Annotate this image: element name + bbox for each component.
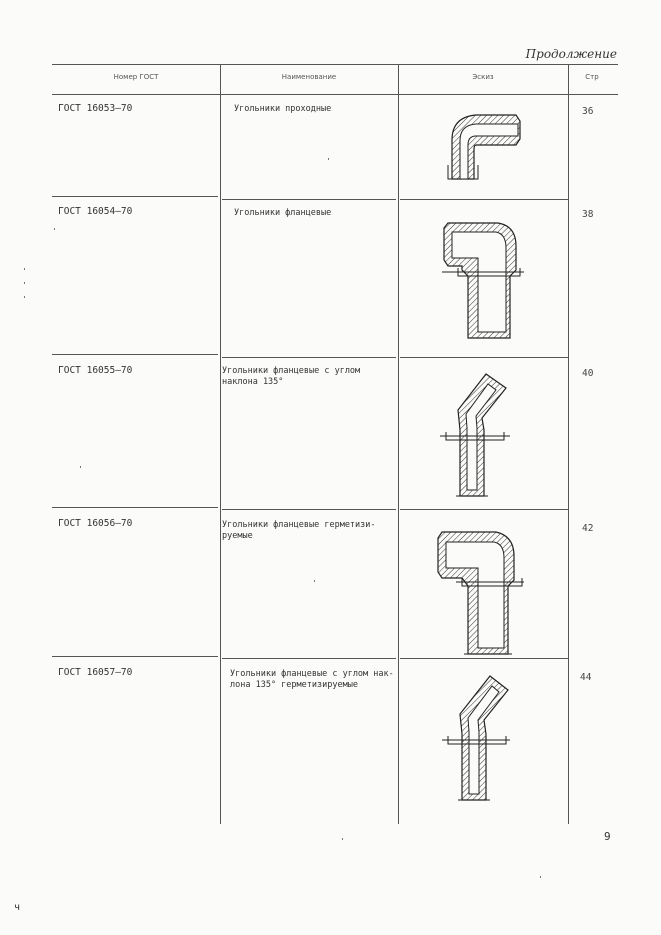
page-ref: 40	[582, 368, 594, 379]
straight-elbow-sketch	[440, 105, 530, 185]
item-name-line: Угольники фланцевые герметизи-	[222, 520, 376, 530]
flanged-elbow-sketch	[438, 218, 528, 346]
row-rule	[222, 357, 396, 358]
row-rule	[400, 658, 568, 659]
item-name-line: лона 135° герметизируемые	[230, 680, 358, 690]
item-name-line: Угольники фланцевые с углом нак-	[230, 669, 394, 679]
scan-speck	[342, 838, 343, 840]
item-name	[234, 104, 396, 115]
flanged-135-sealed-elbow-sketch	[436, 672, 526, 804]
page-ref: 36	[582, 106, 594, 117]
scan-speck	[24, 282, 25, 284]
row-rule	[52, 354, 218, 355]
col-divider-3	[568, 64, 569, 824]
scan-speck	[540, 876, 541, 878]
scan-speck	[314, 580, 315, 582]
row-rule	[222, 658, 396, 659]
page-ref: 44	[580, 672, 592, 683]
item-name-line: наклона 135°	[222, 377, 284, 387]
scan-speck	[328, 158, 329, 160]
page-number: 9	[604, 830, 611, 843]
item-name	[234, 208, 396, 219]
scan-speck	[80, 466, 81, 468]
row-rule	[400, 199, 568, 200]
row-rule	[400, 509, 568, 510]
flanged-sealed-elbow-sketch	[434, 526, 530, 658]
item-name	[222, 520, 398, 542]
row-rule	[52, 507, 218, 508]
item-name-line: Угольники проходные	[234, 104, 332, 114]
scan-speck	[24, 268, 25, 270]
row-rule	[52, 656, 218, 657]
gost-number: ГОСТ 16055—70	[58, 365, 133, 376]
corner-mark: ч	[14, 902, 21, 913]
col-divider-1	[220, 64, 221, 824]
row-rule	[400, 357, 568, 358]
item-name-line: Угольники фланцевые	[234, 208, 332, 218]
item-name	[230, 669, 398, 691]
item-name-line: руемые	[222, 531, 253, 541]
item-name-line: Угольники фланцевые с углом	[222, 366, 361, 376]
row-rule	[222, 199, 396, 200]
header-page: Стр	[585, 73, 599, 81]
header-gost: Номер ГОСТ	[113, 73, 159, 81]
gost-number: ГОСТ 16054—70	[58, 206, 133, 217]
row-rule	[222, 509, 396, 510]
scan-speck	[54, 228, 55, 230]
page-ref: 38	[582, 209, 594, 220]
row-rule	[52, 196, 218, 197]
header-sketch: Эскиз	[472, 73, 494, 81]
gost-number: ГОСТ 16053—70	[58, 103, 133, 114]
scan-speck	[24, 296, 25, 298]
gost-number: ГОСТ 16056—70	[58, 518, 133, 529]
page-ref: 42	[582, 523, 594, 534]
gost-number: ГОСТ 16057—70	[58, 667, 133, 678]
flanged-135-elbow-sketch	[434, 370, 524, 502]
continuation-label: Продолжение	[525, 47, 617, 61]
header-name: Наименование	[281, 73, 337, 81]
header-bottom-rule	[52, 94, 618, 95]
item-name	[222, 366, 398, 388]
col-divider-2	[398, 64, 399, 824]
table-top-rule	[52, 64, 618, 65]
